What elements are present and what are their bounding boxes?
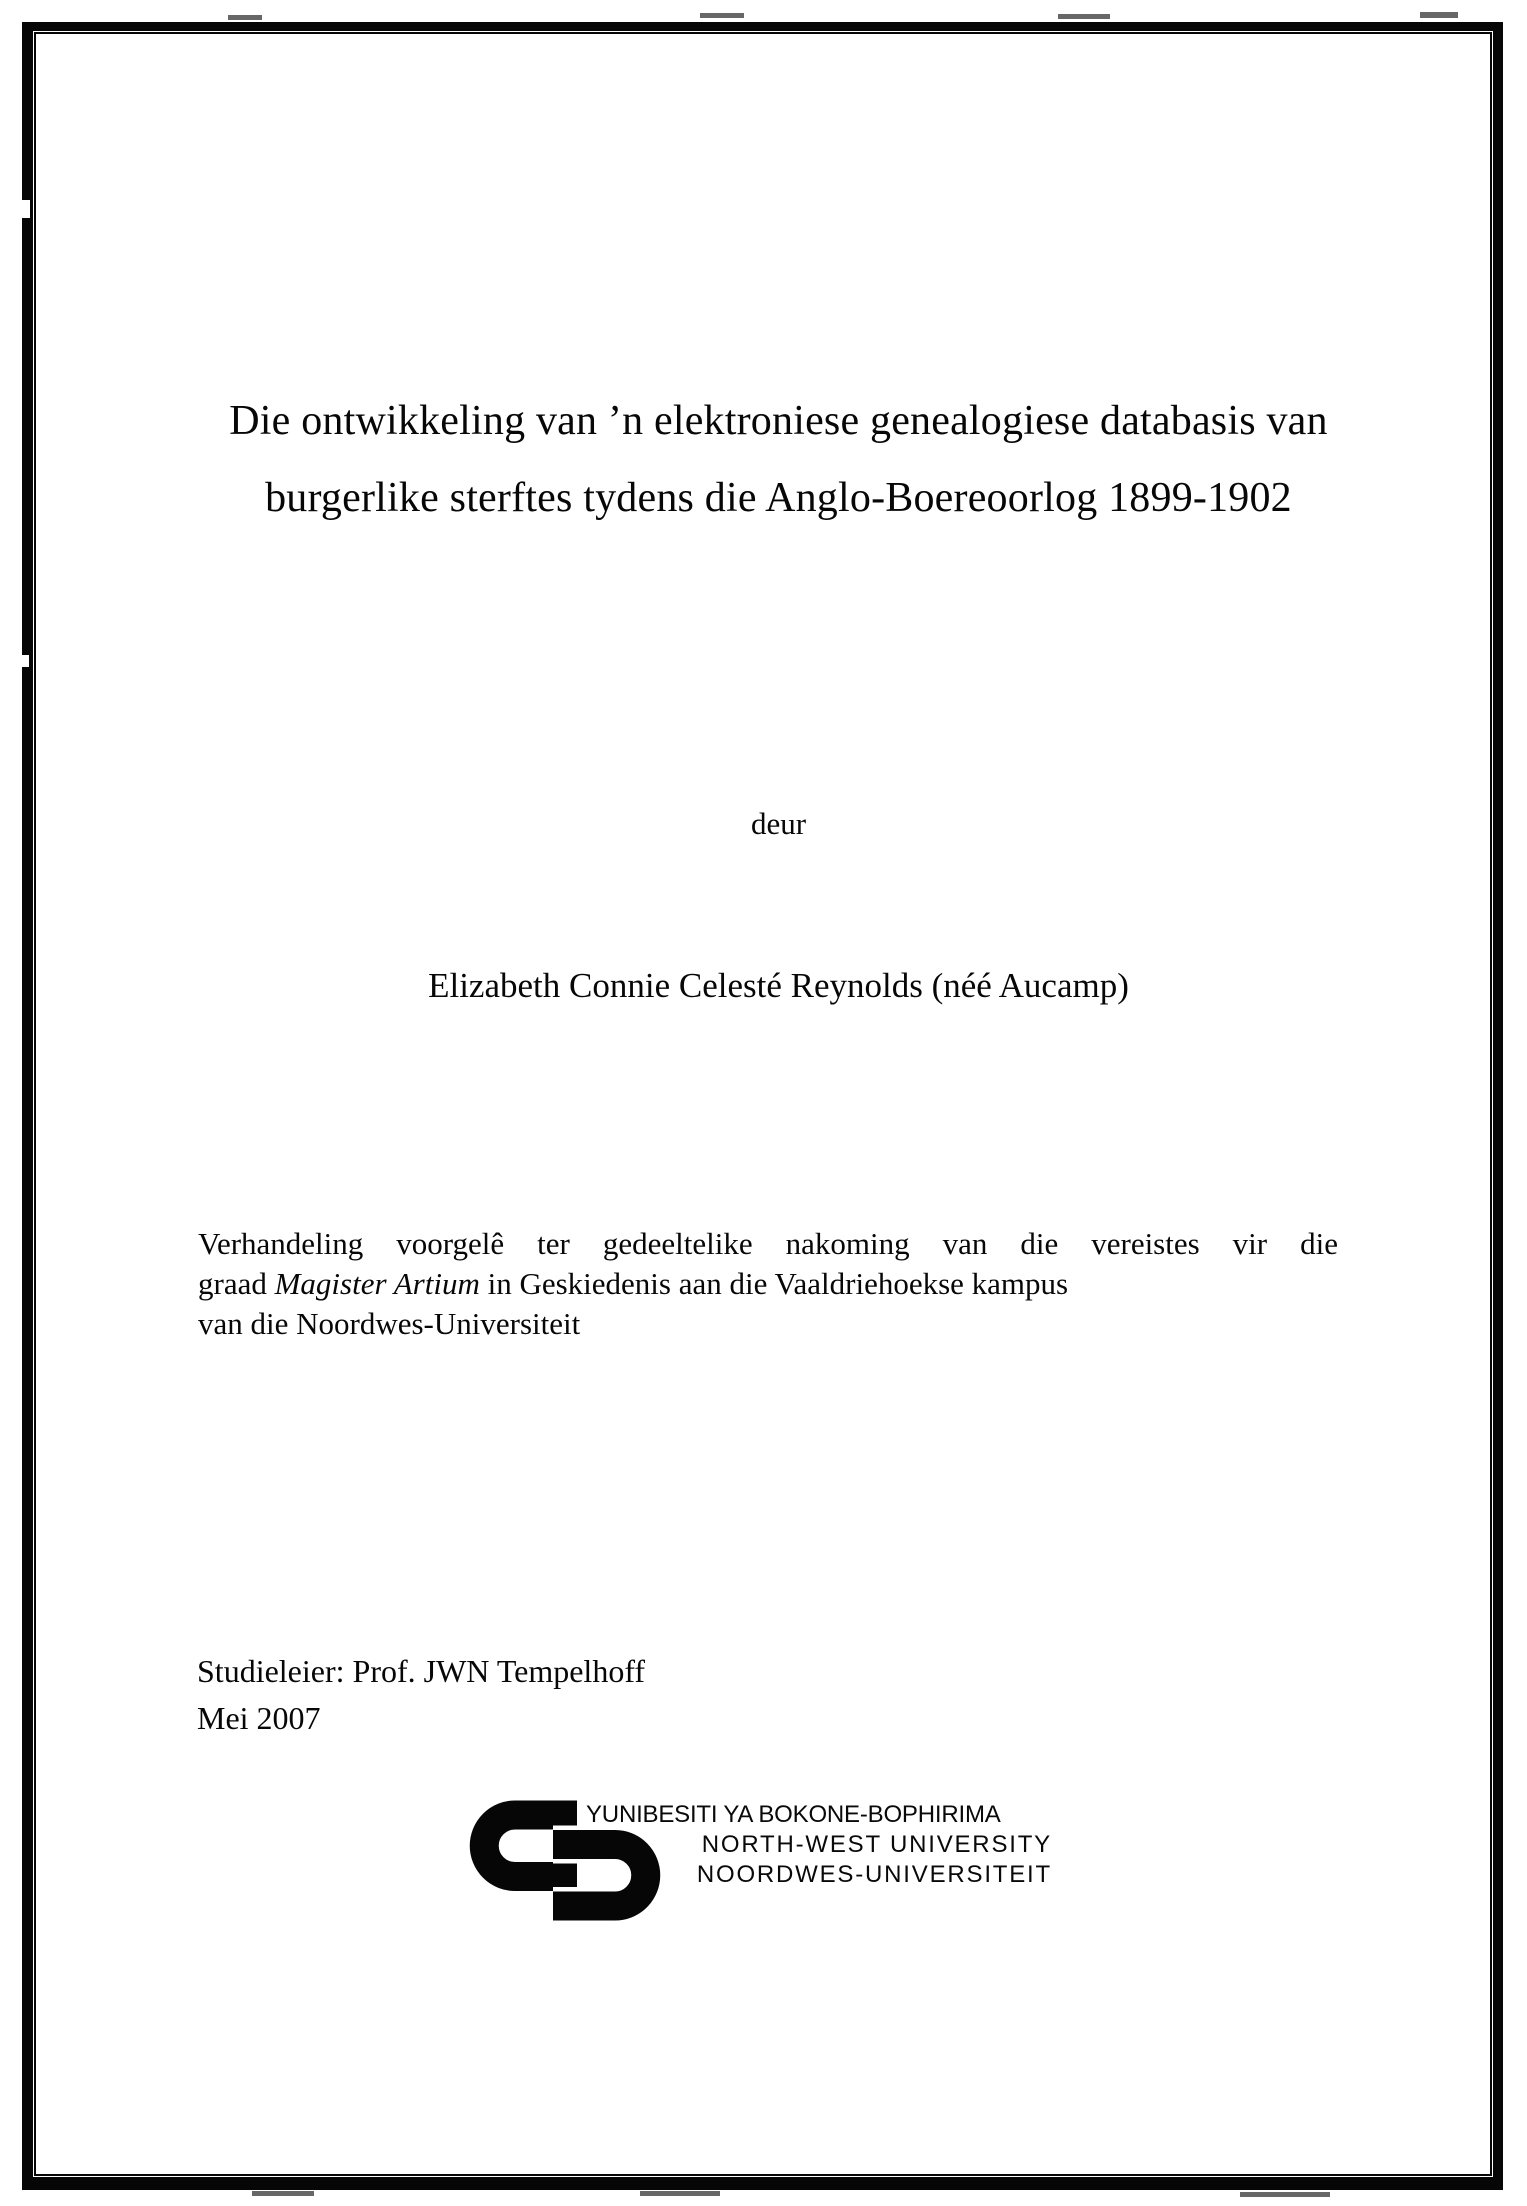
- statement-line-2-post: in Geskiedenis aan die Vaaldriehoekse kampus: [479, 1266, 1069, 1301]
- logo-text-english: NORTH-WEST UNIVERSITY: [701, 1831, 1052, 1858]
- statement-line-2: [198, 1264, 1338, 1304]
- degree-statement: [198, 1224, 1338, 1344]
- logo-text-setswana: YUNIBESITI YA BOKONE-BOPHIRIMA: [586, 1801, 1001, 1828]
- scan-artifact: [1240, 2192, 1330, 2197]
- logo-text-afrikaans: NOORDWES-UNIVERSITEIT: [696, 1861, 1052, 1888]
- thesis-title: [60, 383, 1497, 537]
- scan-artifact: [700, 13, 744, 18]
- title-line-2: burgerlike sterftes tydens die Anglo-Boereoorlog 1899-1902: [265, 475, 1292, 521]
- degree-name: Magister Artium: [274, 1266, 480, 1301]
- byline: deur: [750, 806, 807, 841]
- supervisor-line: Studieleier: Prof. JWN Tempelhoff: [197, 1653, 646, 1689]
- author-name: Elizabeth Connie Celesté Reynolds (néé Aucamp): [428, 966, 1129, 1005]
- scan-notch: [20, 655, 29, 667]
- scan-notch: [20, 200, 30, 218]
- date-line: Mei 2007: [197, 1700, 321, 1736]
- statement-line-3: van die Noordwes-Universiteit: [198, 1306, 581, 1341]
- scan-artifact: [1058, 14, 1110, 19]
- university-logo-text: [586, 1800, 1052, 1890]
- supervisor-date-block: [197, 1648, 645, 1742]
- scan-artifact: [252, 2191, 314, 2196]
- statement-line-1: Verhandeling voorgelê ter gedeeltelike nakoming van die vereistes vir die: [198, 1226, 1338, 1261]
- scan-artifact: [1420, 12, 1458, 18]
- title-line-1: Die ontwikkeling van ’n elektroniese genealogiese databasis van: [229, 398, 1328, 444]
- scan-artifact: [228, 15, 262, 20]
- scan-artifact: [640, 2191, 720, 2196]
- statement-line-2-pre: graad: [198, 1266, 275, 1301]
